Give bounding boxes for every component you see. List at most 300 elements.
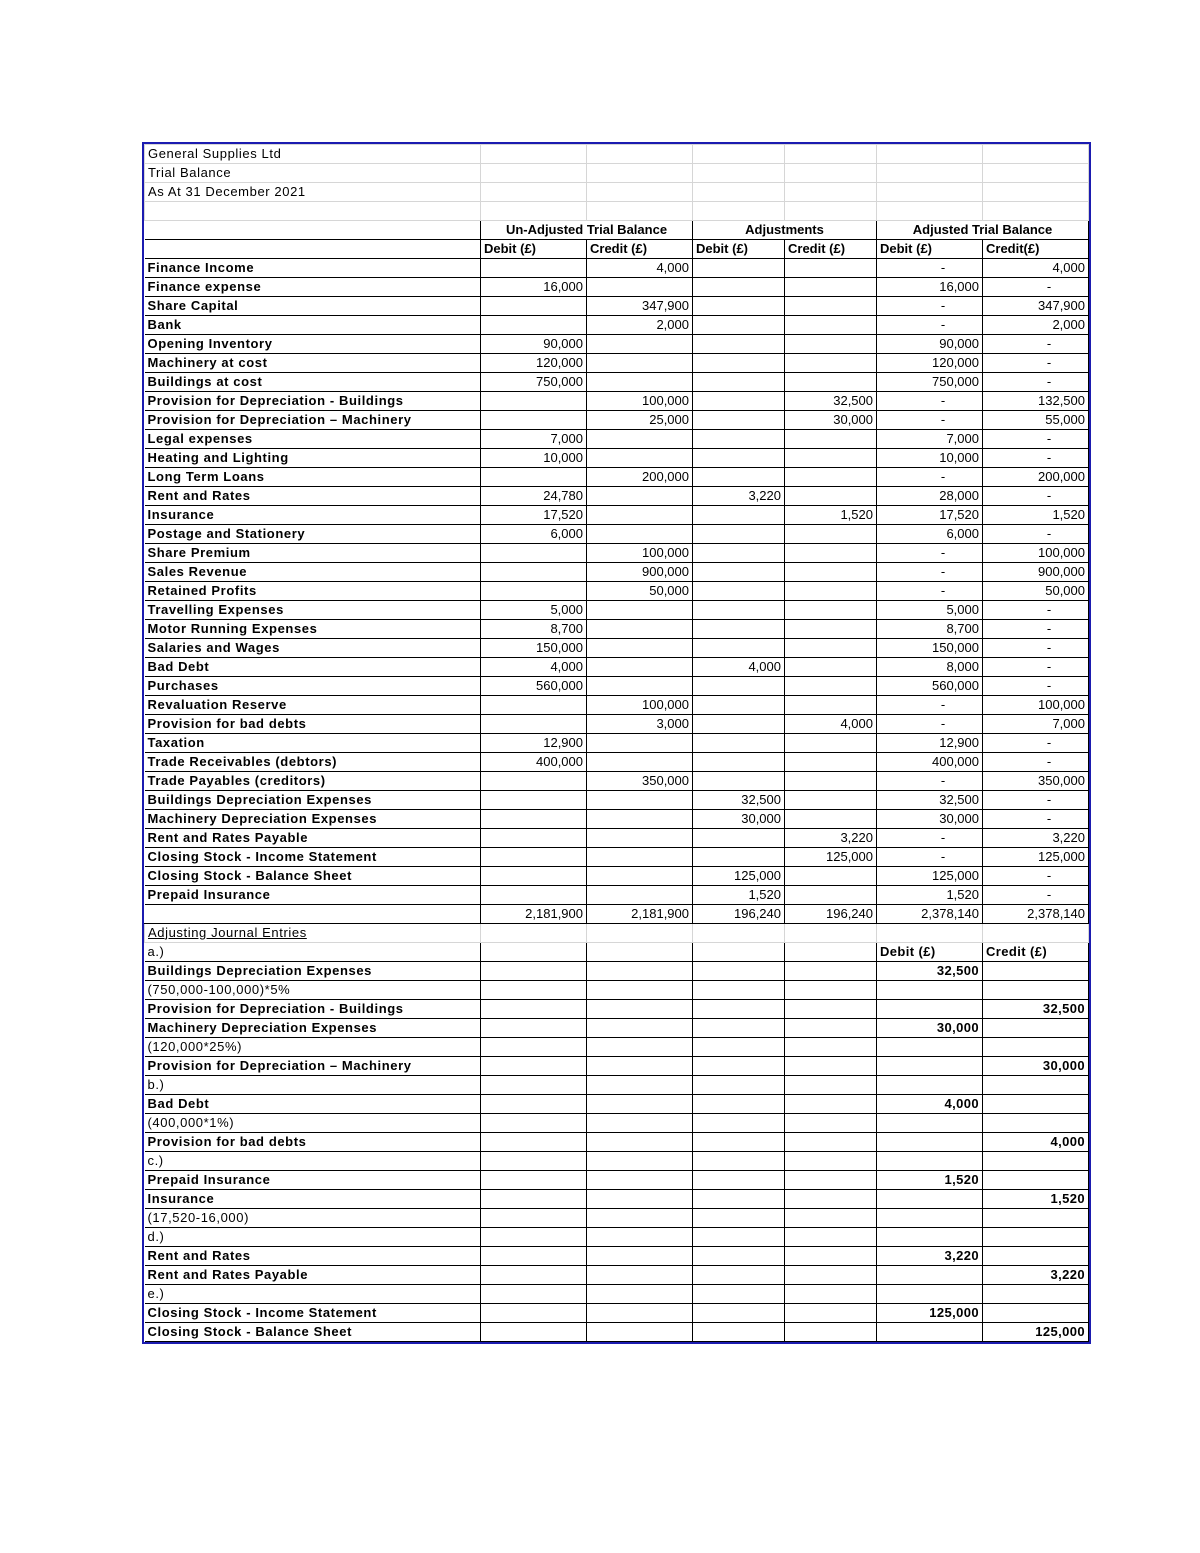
adjusted-debit-value: - xyxy=(877,771,983,790)
account-row xyxy=(145,619,1089,638)
journal-entry-row xyxy=(145,1284,1089,1303)
journal-entry-label: Closing Stock - Income Statement xyxy=(145,1303,481,1322)
empty-cell xyxy=(481,1208,587,1227)
empty-cell xyxy=(587,942,693,961)
adjusted-credit-value: - xyxy=(983,638,1089,657)
account-name: Retained Profits xyxy=(145,581,481,600)
adj-credit-value xyxy=(785,353,877,372)
adjusted-credit-value: - xyxy=(983,809,1089,828)
adj-debit-value xyxy=(693,258,785,277)
journal-credit-value: 32,500 xyxy=(983,999,1089,1018)
adjusted-credit-value: - xyxy=(983,429,1089,448)
adj-debit-value xyxy=(693,524,785,543)
adjusted-debit-value: - xyxy=(877,828,983,847)
report-date-row xyxy=(145,183,1089,202)
unadj-debit-value: 17,520 xyxy=(481,505,587,524)
account-name: Provision for bad debts xyxy=(145,714,481,733)
empty-cell xyxy=(481,1284,587,1303)
adjusted-debit-value: 17,520 xyxy=(877,505,983,524)
account-name: Closing Stock - Income Statement xyxy=(145,847,481,866)
adjusted-credit-value: - xyxy=(983,790,1089,809)
trial-balance-sheet xyxy=(142,142,1091,1344)
empty-cell xyxy=(481,923,587,942)
journal-debit-value: 125,000 xyxy=(877,1303,983,1322)
adj-debit-value xyxy=(693,410,785,429)
adj-debit-value xyxy=(693,315,785,334)
empty-cell xyxy=(481,1075,587,1094)
journal-credit-value xyxy=(983,1170,1089,1189)
adj-credit-value xyxy=(785,372,877,391)
unadj-credit-value xyxy=(587,619,693,638)
adjusted-credit-value: 100,000 xyxy=(983,695,1089,714)
journal-debit-value xyxy=(877,1284,983,1303)
account-name: Trade Payables (creditors) xyxy=(145,771,481,790)
unadj-credit-value xyxy=(587,353,693,372)
adj-credit-value xyxy=(785,600,877,619)
empty-cell xyxy=(785,942,877,961)
adj-credit-value xyxy=(785,467,877,486)
unadj-credit-value xyxy=(587,638,693,657)
unadj-credit-value xyxy=(587,676,693,695)
adj-credit-value xyxy=(785,866,877,885)
adjusted-credit-value: - xyxy=(983,752,1089,771)
journal-debit-value xyxy=(877,1056,983,1075)
adj-credit-value xyxy=(785,258,877,277)
account-name: Long Term Loans xyxy=(145,467,481,486)
unadj-debit-value xyxy=(481,581,587,600)
adj-credit-value xyxy=(785,581,877,600)
unadj-debit-value: 150,000 xyxy=(481,638,587,657)
col-adj-credit: Credit (£) xyxy=(785,239,877,258)
adjusted-credit-value: 347,900 xyxy=(983,296,1089,315)
totals-label xyxy=(145,904,481,923)
report-title: Trial Balance xyxy=(145,164,481,183)
account-row xyxy=(145,543,1089,562)
empty-cell xyxy=(693,1075,785,1094)
journal-credit-value: 3,220 xyxy=(983,1265,1089,1284)
empty-cell xyxy=(785,1132,877,1151)
journal-entry-row xyxy=(145,1056,1089,1075)
account-name: Share Premium xyxy=(145,543,481,562)
empty-cell xyxy=(693,1189,785,1208)
empty-cell xyxy=(587,1018,693,1037)
journal-heading: Adjusting Journal Entries xyxy=(145,923,481,942)
empty-cell xyxy=(587,923,693,942)
adjusted-credit-value: - xyxy=(983,277,1089,296)
adj-credit-value xyxy=(785,771,877,790)
journal-entry-row xyxy=(145,1037,1089,1056)
unadj-debit-value xyxy=(481,809,587,828)
unadj-debit-value: 4,000 xyxy=(481,657,587,676)
unadj-credit-value xyxy=(587,790,693,809)
journal-entry-row xyxy=(145,1075,1089,1094)
account-row xyxy=(145,334,1089,353)
account-row xyxy=(145,296,1089,315)
empty-cell xyxy=(785,980,877,999)
adjusted-credit-value: 100,000 xyxy=(983,543,1089,562)
adjusted-credit-value: - xyxy=(983,353,1089,372)
empty-cell xyxy=(785,1303,877,1322)
adjusted-debit-value: 1,520 xyxy=(877,885,983,904)
account-row xyxy=(145,486,1089,505)
adjusted-credit-value: 7,000 xyxy=(983,714,1089,733)
adjusted-debit-value: - xyxy=(877,391,983,410)
adj-debit-value xyxy=(693,277,785,296)
unadj-debit-value xyxy=(481,885,587,904)
journal-debit-header: Debit (£) xyxy=(877,942,983,961)
journal-entry-label: Buildings Depreciation Expenses xyxy=(145,961,481,980)
adj-credit-value xyxy=(785,733,877,752)
adj-credit-value: 4,000 xyxy=(785,714,877,733)
journal-credit-value: 1,520 xyxy=(983,1189,1089,1208)
account-row xyxy=(145,410,1089,429)
adjusted-debit-value: 120,000 xyxy=(877,353,983,372)
adjusted-credit-value: - xyxy=(983,866,1089,885)
empty-cell xyxy=(693,1303,785,1322)
journal-entry-row xyxy=(145,1208,1089,1227)
adj-credit-value xyxy=(785,486,877,505)
adjusted-debit-value: - xyxy=(877,410,983,429)
account-row xyxy=(145,790,1089,809)
unadj-debit-value: 400,000 xyxy=(481,752,587,771)
account-row xyxy=(145,885,1089,904)
total-value: 2,378,140 xyxy=(877,904,983,923)
adj-debit-value xyxy=(693,505,785,524)
account-row xyxy=(145,524,1089,543)
empty-cell xyxy=(587,1151,693,1170)
unadj-credit-value xyxy=(587,866,693,885)
unadj-credit-value xyxy=(587,429,693,448)
adjusted-debit-value: 150,000 xyxy=(877,638,983,657)
adjusted-debit-value: 8,000 xyxy=(877,657,983,676)
empty-cell xyxy=(785,1151,877,1170)
journal-credit-value: 4,000 xyxy=(983,1132,1089,1151)
empty-cell xyxy=(785,923,877,942)
journal-debit-value xyxy=(877,1075,983,1094)
account-name: Travelling Expenses xyxy=(145,600,481,619)
account-name: Closing Stock - Balance Sheet xyxy=(145,866,481,885)
unadj-credit-value xyxy=(587,657,693,676)
journal-credit-value xyxy=(983,1303,1089,1322)
unadj-debit-value xyxy=(481,695,587,714)
adjusted-credit-value: 55,000 xyxy=(983,410,1089,429)
adj-debit-value xyxy=(693,391,785,410)
adjusted-debit-value: 400,000 xyxy=(877,752,983,771)
unadj-debit-value: 12,900 xyxy=(481,733,587,752)
empty-cell xyxy=(481,1246,587,1265)
journal-entry-row xyxy=(145,1322,1089,1341)
journal-debit-value xyxy=(877,1113,983,1132)
account-name: Finance Income xyxy=(145,258,481,277)
report-date: As At 31 December 2021 xyxy=(145,183,481,202)
account-name: Sales Revenue xyxy=(145,562,481,581)
adj-debit-value xyxy=(693,296,785,315)
empty-cell xyxy=(481,1037,587,1056)
journal-entry-label: Insurance xyxy=(145,1189,481,1208)
adj-debit-value xyxy=(693,638,785,657)
unadj-debit-value xyxy=(481,562,587,581)
adj-credit-value xyxy=(785,809,877,828)
adj-credit-value: 30,000 xyxy=(785,410,877,429)
journal-entry-label: Provision for Depreciation – Machinery xyxy=(145,1056,481,1075)
unadj-debit-value: 750,000 xyxy=(481,372,587,391)
journal-debit-value: 30,000 xyxy=(877,1018,983,1037)
journal-debit-value xyxy=(877,1037,983,1056)
empty-cell xyxy=(481,942,587,961)
empty-cell xyxy=(587,1113,693,1132)
empty-cell xyxy=(693,1265,785,1284)
adj-credit-value xyxy=(785,277,877,296)
journal-entry-row xyxy=(145,1018,1089,1037)
journal-entry-row xyxy=(145,1265,1089,1284)
adjusted-credit-value: - xyxy=(983,657,1089,676)
journal-debit-value: 4,000 xyxy=(877,1094,983,1113)
account-name: Provision for Depreciation – Machinery xyxy=(145,410,481,429)
journal-entry-row xyxy=(145,1094,1089,1113)
adjusted-debit-value: - xyxy=(877,847,983,866)
adjusted-debit-value: 16,000 xyxy=(877,277,983,296)
adjusted-credit-value: 132,500 xyxy=(983,391,1089,410)
adjusted-credit-value: - xyxy=(983,733,1089,752)
unadj-debit-value xyxy=(481,866,587,885)
unadj-credit-value xyxy=(587,448,693,467)
empty-cell xyxy=(587,1075,693,1094)
journal-entry-row xyxy=(145,1170,1089,1189)
total-value: 2,378,140 xyxy=(983,904,1089,923)
adjusted-credit-value: 350,000 xyxy=(983,771,1089,790)
adj-credit-value xyxy=(785,676,877,695)
empty-cell xyxy=(785,1246,877,1265)
account-name: Machinery Depreciation Expenses xyxy=(145,809,481,828)
empty-cell xyxy=(785,1265,877,1284)
journal-entry-label: Rent and Rates Payable xyxy=(145,1265,481,1284)
journal-credit-value xyxy=(983,1227,1089,1246)
adj-debit-value xyxy=(693,429,785,448)
empty-cell xyxy=(481,1151,587,1170)
adjusted-credit-value: - xyxy=(983,600,1089,619)
empty-cell xyxy=(587,1322,693,1341)
unadj-debit-value: 90,000 xyxy=(481,334,587,353)
account-name: Buildings Depreciation Expenses xyxy=(145,790,481,809)
empty-cell xyxy=(587,1189,693,1208)
empty-cell xyxy=(785,1094,877,1113)
account-name: Salaries and Wages xyxy=(145,638,481,657)
adjusted-debit-value: 560,000 xyxy=(877,676,983,695)
unadj-credit-value: 350,000 xyxy=(587,771,693,790)
journal-debit-value xyxy=(877,1151,983,1170)
account-row xyxy=(145,315,1089,334)
journal-credit-value xyxy=(983,1113,1089,1132)
journal-entry-label: Machinery Depreciation Expenses xyxy=(145,1018,481,1037)
unadj-credit-value xyxy=(587,752,693,771)
account-row xyxy=(145,676,1089,695)
empty-cell xyxy=(587,961,693,980)
unadj-credit-value: 900,000 xyxy=(587,562,693,581)
adj-debit-value xyxy=(693,752,785,771)
journal-credit-value xyxy=(983,1018,1089,1037)
account-row xyxy=(145,752,1089,771)
col-adj-debit: Debit (£) xyxy=(693,239,785,258)
empty-cell xyxy=(587,980,693,999)
adj-credit-value: 1,520 xyxy=(785,505,877,524)
unadj-credit-value: 50,000 xyxy=(587,581,693,600)
adj-debit-value xyxy=(693,562,785,581)
empty-cell xyxy=(877,923,983,942)
journal-debit-value xyxy=(877,1132,983,1151)
account-row xyxy=(145,695,1089,714)
adj-credit-value xyxy=(785,695,877,714)
empty-cell xyxy=(481,1056,587,1075)
journal-credit-value: 125,000 xyxy=(983,1322,1089,1341)
account-name: Finance expense xyxy=(145,277,481,296)
empty-cell xyxy=(481,999,587,1018)
account-name: Purchases xyxy=(145,676,481,695)
unadj-credit-value: 200,000 xyxy=(587,467,693,486)
account-name: Insurance xyxy=(145,505,481,524)
unadj-credit-value xyxy=(587,334,693,353)
unadj-credit-value: 100,000 xyxy=(587,543,693,562)
empty-cell xyxy=(785,1284,877,1303)
adjusted-debit-value: 32,500 xyxy=(877,790,983,809)
group-adjusted: Adjusted Trial Balance xyxy=(877,220,1089,239)
journal-entry-row xyxy=(145,1113,1089,1132)
empty-cell xyxy=(785,1113,877,1132)
adj-debit-value xyxy=(693,847,785,866)
unadj-debit-value: 8,700 xyxy=(481,619,587,638)
journal-credit-value xyxy=(983,1284,1089,1303)
adjusted-credit-value: 1,520 xyxy=(983,505,1089,524)
journal-credit-header: Credit (£) xyxy=(983,942,1089,961)
account-row xyxy=(145,467,1089,486)
adj-credit-value xyxy=(785,524,877,543)
journal-credit-value xyxy=(983,1075,1089,1094)
unadj-credit-value: 25,000 xyxy=(587,410,693,429)
adj-debit-value xyxy=(693,581,785,600)
empty-cell xyxy=(693,961,785,980)
total-value: 2,181,900 xyxy=(587,904,693,923)
journal-credit-value xyxy=(983,980,1089,999)
adj-debit-value xyxy=(693,714,785,733)
unadj-debit-value xyxy=(481,296,587,315)
journal-entry-row xyxy=(145,1189,1089,1208)
unadj-debit-value: 24,780 xyxy=(481,486,587,505)
adj-credit-value: 125,000 xyxy=(785,847,877,866)
empty-cell xyxy=(785,1170,877,1189)
adjusted-credit-value: - xyxy=(983,619,1089,638)
adj-credit-value xyxy=(785,296,877,315)
journal-entry-label: Bad Debt xyxy=(145,1094,481,1113)
empty-cell xyxy=(587,1246,693,1265)
unadj-credit-value: 3,000 xyxy=(587,714,693,733)
adjusted-debit-value: - xyxy=(877,467,983,486)
empty-cell xyxy=(481,1018,587,1037)
empty-cell xyxy=(693,1208,785,1227)
account-name: Opening Inventory xyxy=(145,334,481,353)
account-row xyxy=(145,657,1089,676)
adj-credit-value xyxy=(785,448,877,467)
unadj-credit-value: 4,000 xyxy=(587,258,693,277)
journal-entry-label: c.) xyxy=(145,1151,481,1170)
adjusted-debit-value: - xyxy=(877,315,983,334)
empty-cell xyxy=(481,1132,587,1151)
journal-entry-label: Provision for Depreciation - Buildings xyxy=(145,999,481,1018)
unadj-credit-value: 347,900 xyxy=(587,296,693,315)
empty-cell xyxy=(693,1151,785,1170)
journal-entry-label: (17,520-16,000) xyxy=(145,1208,481,1227)
adj-debit-value xyxy=(693,448,785,467)
empty-cell xyxy=(587,1265,693,1284)
adj-debit-value xyxy=(693,353,785,372)
adjusted-debit-value: 30,000 xyxy=(877,809,983,828)
account-name: Taxation xyxy=(145,733,481,752)
total-value: 196,240 xyxy=(785,904,877,923)
unadj-credit-value xyxy=(587,486,693,505)
empty-cell xyxy=(785,1075,877,1094)
empty-cell xyxy=(481,1113,587,1132)
empty-cell xyxy=(785,1018,877,1037)
adj-credit-value xyxy=(785,638,877,657)
empty-cell xyxy=(693,1227,785,1246)
adjusted-debit-value: - xyxy=(877,714,983,733)
adjusted-debit-value: - xyxy=(877,581,983,600)
company-name-row xyxy=(145,145,1089,164)
adjusted-debit-value: - xyxy=(877,258,983,277)
unadj-credit-value xyxy=(587,809,693,828)
adj-debit-value xyxy=(693,334,785,353)
journal-entry-label: (400,000*1%) xyxy=(145,1113,481,1132)
empty-cell xyxy=(785,999,877,1018)
journal-credit-value xyxy=(983,1151,1089,1170)
unadj-credit-value xyxy=(587,828,693,847)
account-name: Legal expenses xyxy=(145,429,481,448)
spacer-row xyxy=(145,202,1089,221)
report-title-row xyxy=(145,164,1089,183)
journal-entry-row xyxy=(145,980,1089,999)
account-row xyxy=(145,277,1089,296)
adj-debit-value: 1,520 xyxy=(693,885,785,904)
unadj-debit-value xyxy=(481,467,587,486)
adj-debit-value: 30,000 xyxy=(693,809,785,828)
adj-debit-value xyxy=(693,467,785,486)
account-name: Bank xyxy=(145,315,481,334)
adj-credit-value: 32,500 xyxy=(785,391,877,410)
journal-debit-value: 32,500 xyxy=(877,961,983,980)
empty-cell xyxy=(785,1056,877,1075)
adjusted-debit-value: - xyxy=(877,543,983,562)
empty-cell xyxy=(587,1094,693,1113)
adj-credit-value xyxy=(785,429,877,448)
unadj-debit-value xyxy=(481,771,587,790)
empty-cell xyxy=(481,1227,587,1246)
unadj-credit-value xyxy=(587,733,693,752)
adjusted-debit-value: 7,000 xyxy=(877,429,983,448)
adjusted-debit-value: 12,900 xyxy=(877,733,983,752)
unadj-credit-value xyxy=(587,847,693,866)
account-row xyxy=(145,866,1089,885)
adj-debit-value: 3,220 xyxy=(693,486,785,505)
account-row xyxy=(145,562,1089,581)
empty-cell xyxy=(587,1303,693,1322)
empty-cell xyxy=(587,1037,693,1056)
unadj-credit-value: 100,000 xyxy=(587,695,693,714)
empty-cell xyxy=(983,923,1089,942)
empty-cell xyxy=(785,1189,877,1208)
adjusted-debit-value: 5,000 xyxy=(877,600,983,619)
adjusted-credit-value: 200,000 xyxy=(983,467,1089,486)
unadj-debit-value xyxy=(481,847,587,866)
group-adjustments: Adjustments xyxy=(693,220,877,239)
journal-debit-value xyxy=(877,1265,983,1284)
